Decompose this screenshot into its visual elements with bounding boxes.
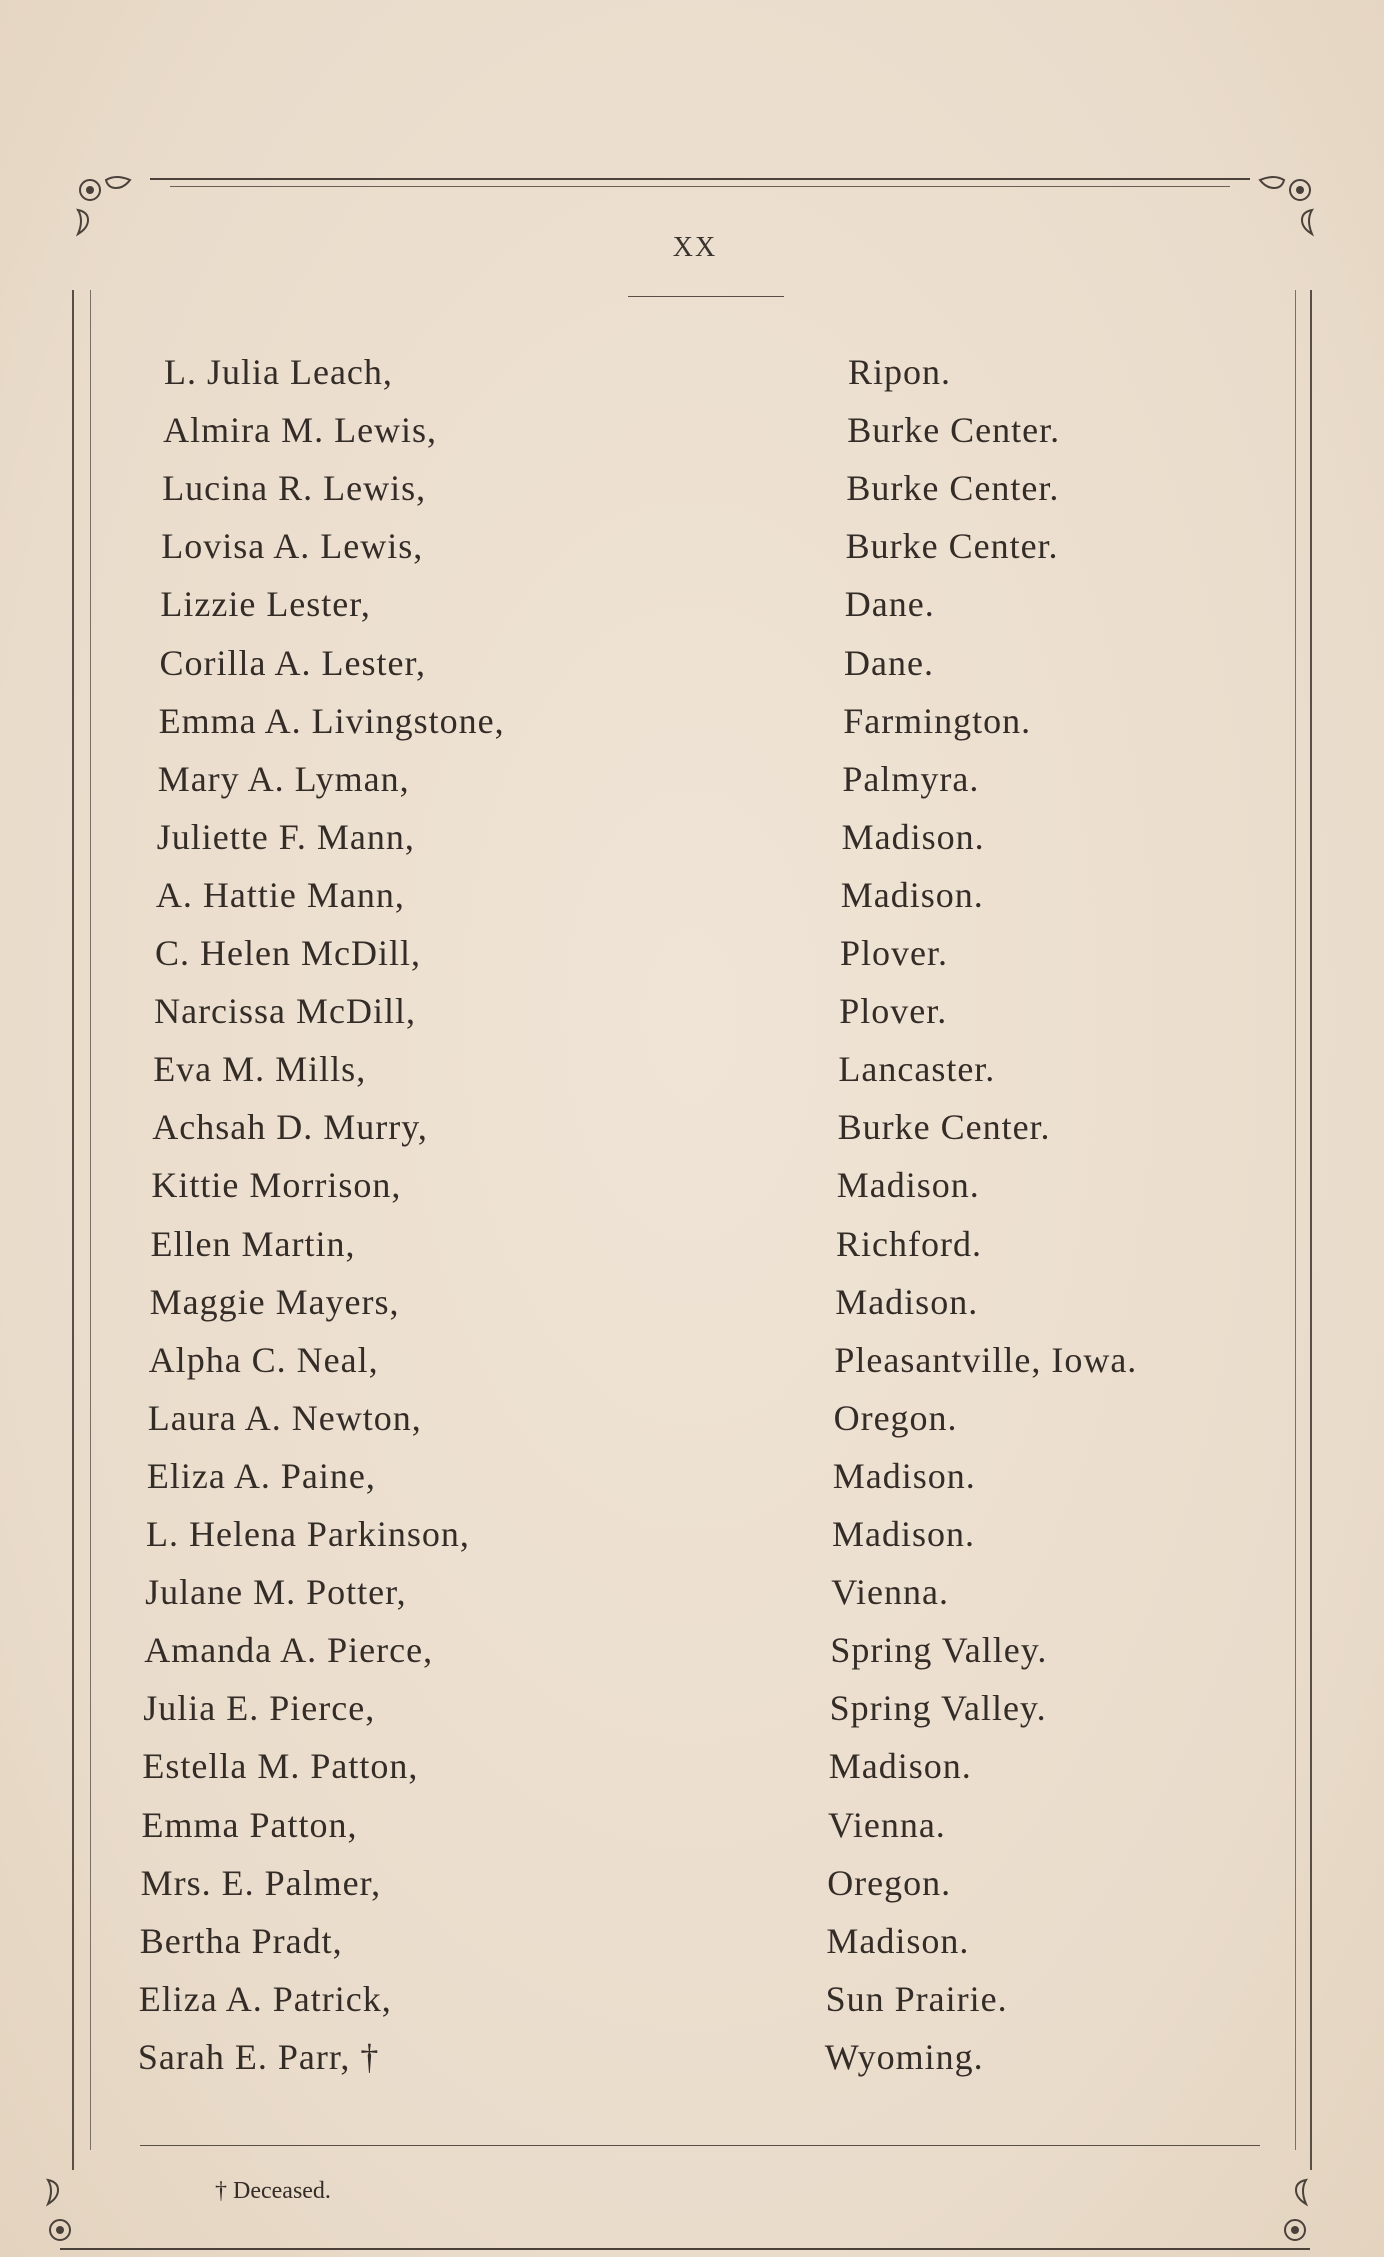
entry-name: Laura A. Newton, <box>147 1397 422 1438</box>
entry-name: Lucina R. Lewis, <box>162 468 427 509</box>
entry-name: Narcissa McDill, <box>154 991 417 1032</box>
entry-name: Mrs. E. Palmer, <box>140 1862 382 1903</box>
entry-place: Vienna. <box>828 1804 946 1845</box>
entry-place: Madison. <box>841 816 985 857</box>
entry-place: Oregon. <box>833 1397 958 1438</box>
entry-place: Farmington. <box>843 700 1032 741</box>
entry-name: Eva M. Mills, <box>153 1049 367 1090</box>
entry-place: Madison. <box>832 1455 976 1496</box>
entry-name: Maggie Mayers, <box>149 1281 400 1322</box>
entry-name: Alpha C. Neal, <box>148 1339 379 1380</box>
entry-place: Madison. <box>832 1514 975 1554</box>
entry-name: Corilla A. Lester, <box>159 642 427 683</box>
entry-place: Spring Valley. <box>829 1688 1047 1729</box>
entry-name: L. Helena Parkinson, <box>146 1514 470 1554</box>
entry-place: Palmyra. <box>842 758 980 799</box>
entry-place: Dane. <box>844 584 935 625</box>
entry-place: Vienna. <box>831 1572 949 1613</box>
entry-name: Estella M. Patton, <box>142 1746 419 1787</box>
entry-place: Burke Center. <box>837 1107 1051 1148</box>
entry-place: Burke Center. <box>847 410 1061 451</box>
entry-place: Spring Valley. <box>830 1630 1048 1671</box>
entry-name: Kittie Morrison, <box>151 1165 402 1206</box>
page-number: XX <box>672 232 718 263</box>
entry-place: Madison. <box>828 1746 972 1787</box>
entry-name: L. Julia Leach, <box>164 352 393 392</box>
entry-name: Sarah E. Parr, † <box>137 2036 380 2077</box>
entry-name: Eliza A. Paine, <box>146 1455 376 1496</box>
entry-place: Madison. <box>835 1281 979 1322</box>
entry-place: Madison. <box>836 1165 980 1206</box>
footer-divider <box>140 2145 1260 2146</box>
entry-name: Lizzie Lester, <box>160 584 371 625</box>
entry-name: Achsah D. Murry, <box>152 1107 428 1148</box>
entry-name: Ellen Martin, <box>150 1223 356 1264</box>
entry-place: Madison. <box>840 874 984 915</box>
entry-name: Juliette F. Mann, <box>156 816 415 857</box>
entry-name: Bertha Pradt, <box>139 1920 343 1961</box>
entry-place: Sun Prairie. <box>825 1978 1008 2019</box>
entry-name: A. Hattie Mann, <box>155 874 405 915</box>
entry-name: Emma A. Livingstone, <box>158 700 505 741</box>
entry-place: Burke Center. <box>845 526 1059 567</box>
entry-name: Amanda A. Pierce, <box>144 1630 434 1671</box>
entry-name: Mary A. Lyman, <box>157 758 410 799</box>
entry-place: Oregon. <box>827 1862 952 1903</box>
entry-name: C. Helen McDill, <box>155 933 421 973</box>
entry-place: Plover. <box>839 991 948 1032</box>
entry-place: Ripon. <box>848 352 952 392</box>
entry-place: Lancaster. <box>838 1049 996 1090</box>
entry-place: Pleasantville, Iowa. <box>834 1339 1138 1380</box>
entry-name: Emma Patton, <box>141 1804 358 1845</box>
entry-name: Lovisa A. Lewis, <box>161 526 424 567</box>
entry-place: Burke Center. <box>846 468 1060 509</box>
entry-name: Almira M. Lewis, <box>163 410 438 451</box>
entry-place: Wyoming. <box>824 2036 984 2077</box>
entry-place: Plover. <box>840 933 949 973</box>
entry-place: Madison. <box>826 1920 970 1961</box>
entry-place: Dane. <box>844 642 934 683</box>
entry-name: Eliza A. Patrick, <box>138 1978 392 2019</box>
entry-name: Julane M. Potter, <box>145 1572 407 1613</box>
footnote: † Deceased. <box>215 2178 331 2204</box>
entry-place: Richford. <box>836 1223 982 1264</box>
entry-name: Julia E. Pierce, <box>143 1688 376 1729</box>
